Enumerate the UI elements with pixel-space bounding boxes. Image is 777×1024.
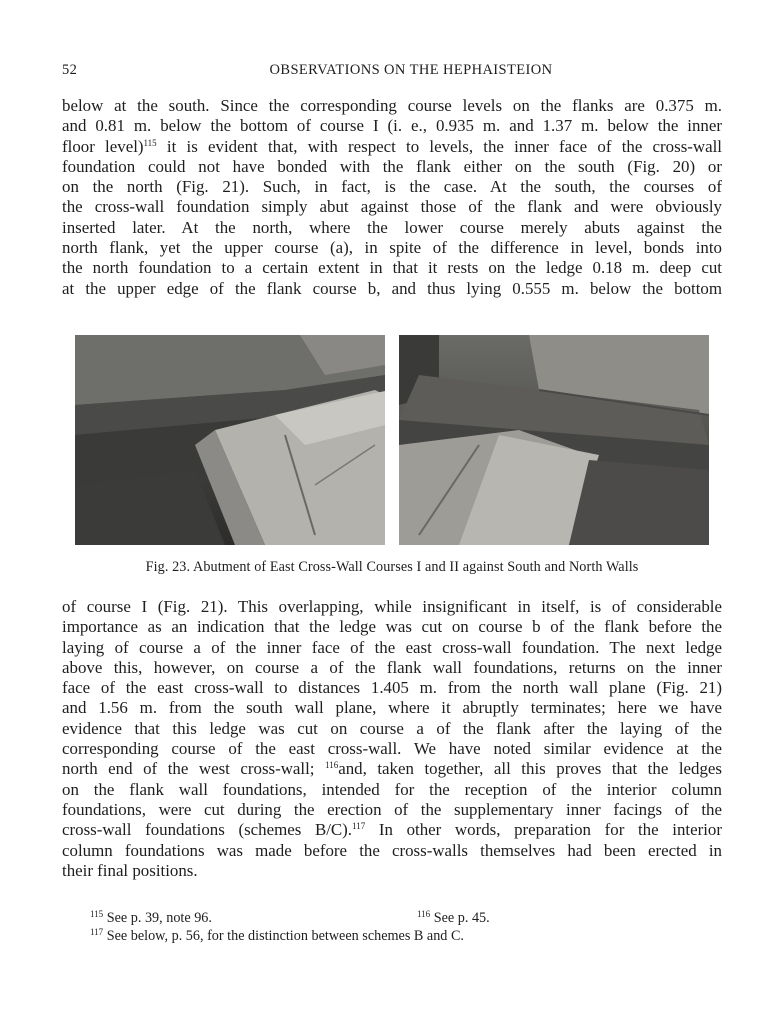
footnote-text: See p. 45. <box>433 910 490 926</box>
text-fragment: floor level) <box>62 136 144 156</box>
footnote-text: See p. 39, note 96. <box>106 910 212 926</box>
photo-north-wall <box>399 335 709 545</box>
footnote-row <box>90 909 710 927</box>
text-line: north flank, yet the upper course (a), in spite of the difference in level, bonds into <box>62 238 722 258</box>
text-line <box>62 759 722 779</box>
text-line: inserted later. At the north, where the lower course merely abuts against the <box>62 217 722 237</box>
text-line: importance as an indication that the ledge was cut on course b of the flank before the <box>62 617 722 637</box>
text-line <box>62 820 722 840</box>
footnote-number: 116 <box>417 909 431 919</box>
footnote-ref-115[interactable]: 115 <box>143 137 157 148</box>
text-line: and 1.56 m. from the south wall plane, where it abruptly terminates; here we have <box>62 698 722 718</box>
footnote-ref-116[interactable]: 116 <box>325 760 339 771</box>
text-fragment: cross-wall foundations (schemes B/C). <box>62 820 353 840</box>
footnote-116 <box>417 909 490 927</box>
footnote-ref-117[interactable]: 117 <box>352 821 366 832</box>
footnote-row <box>90 927 710 945</box>
photo-south-wall-image <box>75 335 385 545</box>
figure-23-photos <box>75 335 709 545</box>
text-line: below at the south. Since the corresponding course levels on the flanks are 0.375 m. <box>62 96 722 115</box>
text-line: foundation could not have bonded with the flank either on the south (Fig. 20) or <box>62 156 722 176</box>
text-line: face of the east cross-wall to distances 1.405 m. from the north wall plane (Fig. 21) <box>62 678 722 698</box>
text-line: on the north (Fig. 21). Such, in fact, is the case. At the south, the courses of <box>62 177 722 197</box>
footnote-text: See below, p. 56, for the distinction between schemes B and C. <box>106 928 464 944</box>
text-fragment: it is evident that, with respect to levels, the inner face of the cross-wall <box>166 136 722 156</box>
text-line: evidence that this ledge was cut on course a of the flank after the laying of the <box>62 718 722 738</box>
text-line: and 0.81 m. below the bottom of course I (i. e., 0.935 m. and 1.37 m. below the inner <box>62 116 722 136</box>
text-fragment: north end of the west cross-wall; <box>62 759 315 779</box>
page-number: 52 <box>62 62 78 78</box>
text-line: the cross-wall foundation simply abut against those of the flank and were obviously <box>62 197 722 217</box>
text-line <box>62 137 722 157</box>
text-line: their final positions. <box>62 860 198 880</box>
footnote-number: 117 <box>90 927 104 937</box>
paragraph-bottom <box>62 597 722 881</box>
text-line: at the upper edge of the flank course b, and thus lying 0.555 m. below the bottom <box>62 278 722 298</box>
text-line: the north foundation to a certain extent in that it rests on the ledge 0.18 m. deep cut <box>62 258 722 278</box>
photo-north-wall-image <box>399 335 709 545</box>
footnote-115 <box>90 909 212 927</box>
running-head: OBSERVATIONS ON THE HEPHAISTEION <box>269 62 553 78</box>
text-line: above this, however, on course a of the flank wall foundations, returns on the inner <box>62 657 722 677</box>
text-line: foundations, were cut during the erection of the supplementary inner facings of the <box>62 799 722 819</box>
text-fragment: and, taken together, all this proves that the ledges <box>338 759 722 779</box>
figure-caption: Fig. 23. Abutment of East Cross-Wall Courses I and II against South and North Walls <box>145 559 639 575</box>
text-line: laying of course a of the inner face of the east cross-wall foundation. The next ledge <box>62 637 722 657</box>
text-fragment: In other words, preparation for the interior <box>378 820 722 840</box>
text-line: column foundations was made before the cross-walls themselves had been erected in <box>62 840 722 860</box>
paragraph-top <box>62 96 722 299</box>
photo-south-wall <box>75 335 385 545</box>
text-line: of course I (Fig. 21). This overlapping, while insignificant in itself, is of considerable <box>62 597 722 616</box>
text-line: corresponding course of the east cross-wall. We have noted similar evidence at the <box>62 739 722 759</box>
footnotes <box>90 909 710 945</box>
footnote-117 <box>90 927 464 945</box>
text-line: on the flank wall foundations, intended for the reception of the interior column <box>62 779 722 799</box>
footnote-number: 115 <box>90 909 104 919</box>
